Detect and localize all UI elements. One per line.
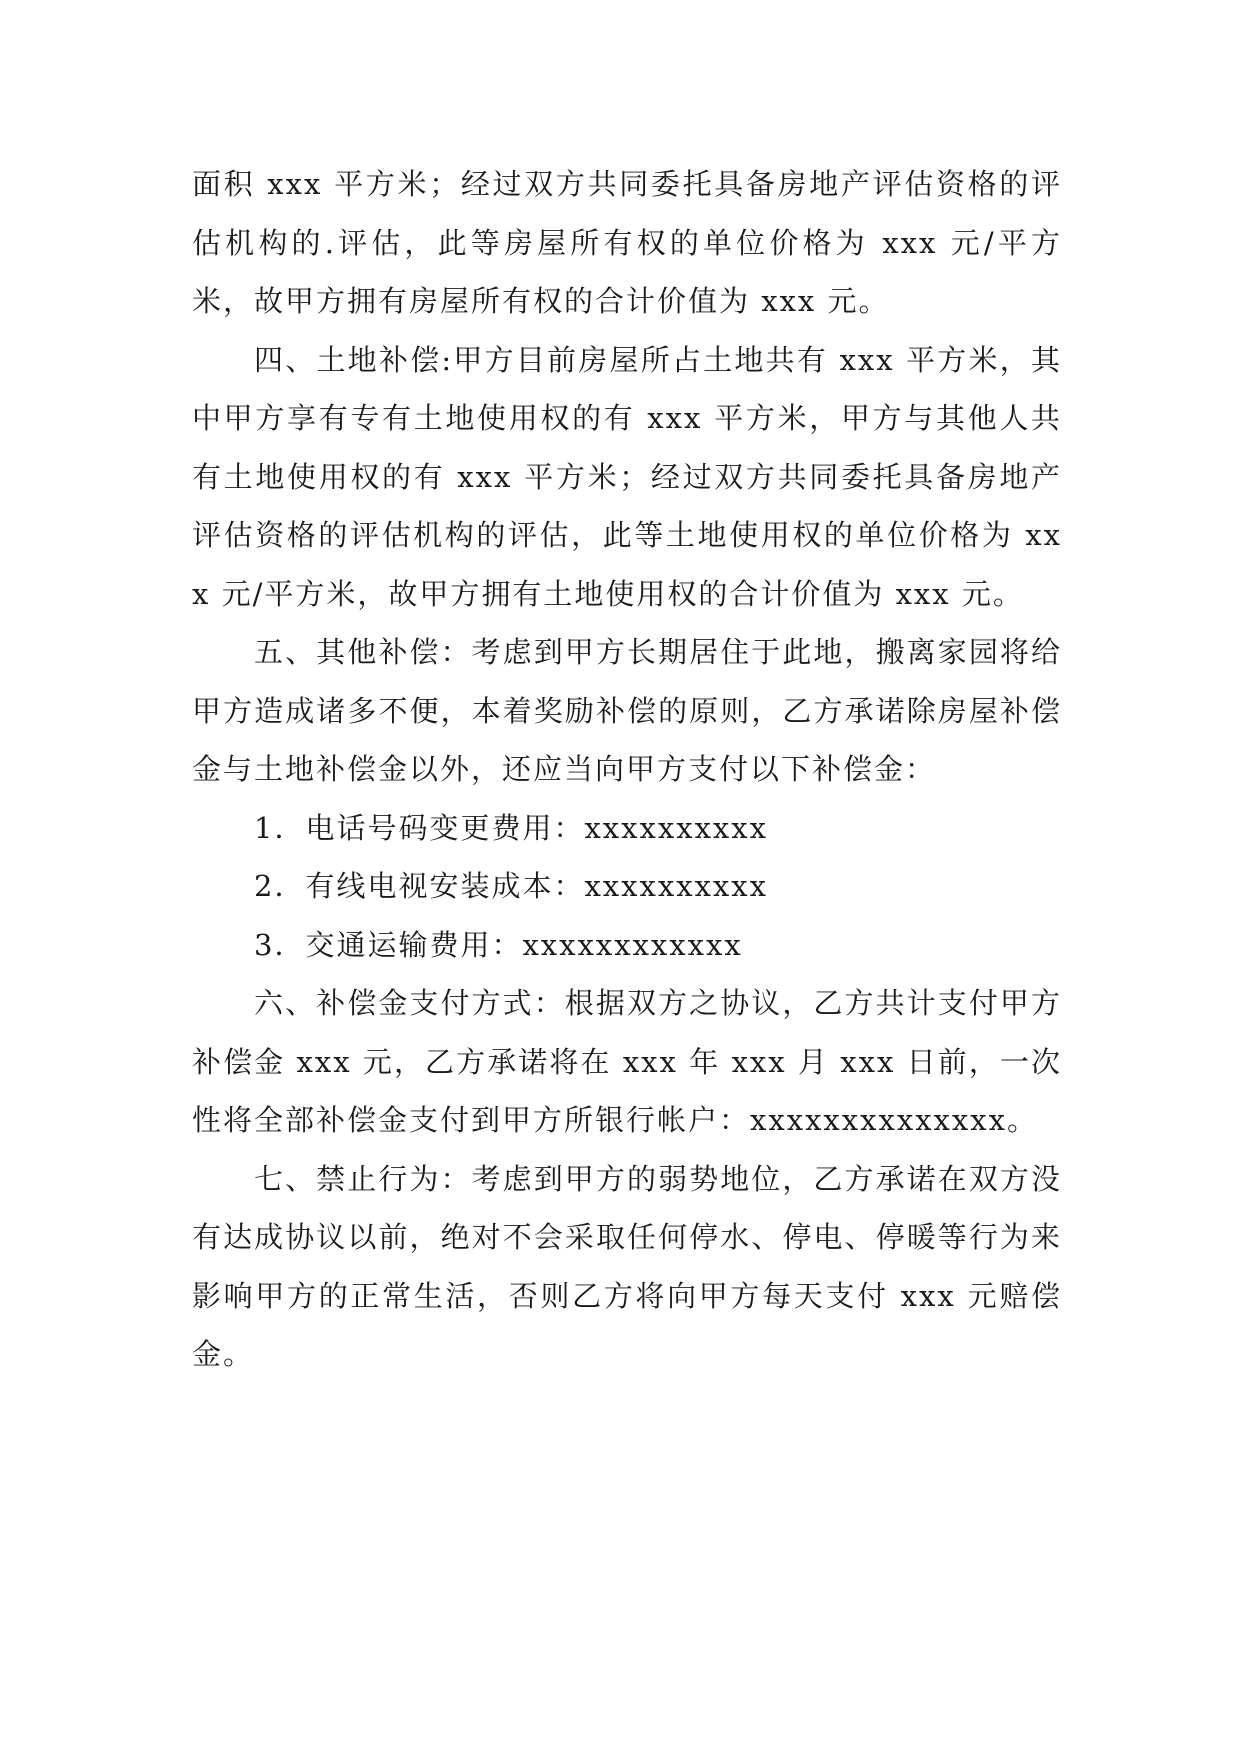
list-item-phone-change-fee: 1．电话号码变更费用：xxxxxxxxxx: [254, 810, 769, 845]
paragraph-house-valuation: 面积 xxx 平方米；经过双方共同委托具备房地产评估资格的评估机构的.评估，此等房屋所有权的单位价格为 xxx 元/平方米，故甲方拥有房屋所有权的合计价值为 xxx 元。: [192, 167, 1062, 318]
paragraph-prohibited-acts: 七、禁止行为：考虑到甲方的弱势地位，乙方承诺在双方没有达成协议以前，绝对不会采取任何停水、停电、停暖等行为来影响甲方的正常生活，否则乙方将向甲方每天支付 xxx 元赔偿金。: [192, 1161, 1062, 1371]
document-body: [192, 155, 1062, 1384]
paragraph-land-compensation: 四、土地补偿:甲方目前房屋所占土地共有 xxx 平方米，其中甲方享有专有土地使用权的有 xxx 平方米，甲方与其他人共有土地使用权的有 xxx 平方米；经过双方共同委托具备房地产评估资格的评估机构的评估，此等土地使用权的单位价格为 xxx 元/平方米，故甲方拥有土地使用权的合计价值为 xxx 元。: [192, 342, 1062, 611]
paragraph-payment-method: 六、补偿金支付方式：根据双方之协议，乙方共计支付甲方补偿金 xxx 元，乙方承诺将在 xxx 年 xxx 月 xxx 日前，一次性将全部补偿金支付到甲方所银行帐户：xxxxxxxxxxxxxx。: [192, 986, 1062, 1137]
list-item-transport-fee: 3．交通运输费用：xxxxxxxxxxxx: [254, 927, 743, 962]
paragraph-other-compensation: 五、其他补偿：考虑到甲方长期居住于此地，搬离家园将给甲方造成诸多不便，本着奖励补偿的原则，乙方承诺除房屋补偿金与土地补偿金以外，还应当向甲方支付以下补偿金：: [192, 635, 1062, 786]
list-item-cable-tv-cost: 2．有线电视安装成本：xxxxxxxxxx: [254, 869, 769, 903]
